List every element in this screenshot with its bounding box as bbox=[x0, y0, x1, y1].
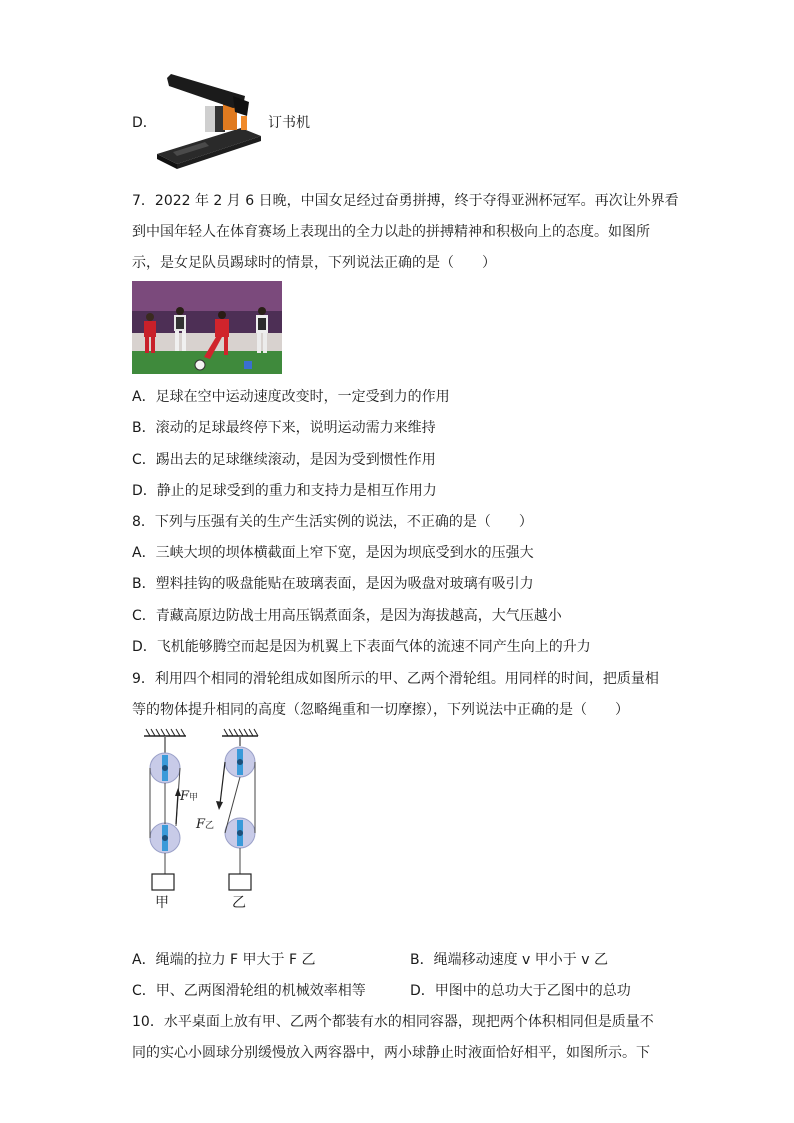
force-label-jia: F甲 bbox=[180, 789, 199, 804]
q9-option-d: D．甲图中的总功大于乙图中的总功 bbox=[410, 983, 631, 999]
q10-stem-line-1: 10．水平桌面上放有甲、乙两个都装有水的相同容器，现把两个体积相同但是质量不 bbox=[132, 1014, 654, 1030]
q7-option-d: D．静止的足球受到的重力和支持力是相互作用力 bbox=[132, 483, 437, 499]
q7-option-a: A．足球在空中运动速度改变时，一定受到力的作用 bbox=[132, 389, 450, 405]
label-yi: 乙 bbox=[232, 895, 246, 911]
q7-stem-line-2: 到中国年轻人在体育赛场上表现出的全力以赴的拼搏精神和积极向上的态度。如图所 bbox=[132, 224, 650, 240]
q9-stem-line-2: 等的物体提升相同的高度（忽略绳重和一切摩擦），下列说法中正确的是（ ） bbox=[132, 702, 629, 718]
q9-option-c: C．甲、乙两图滑轮组的机械效率相等 bbox=[132, 983, 366, 999]
q9-stem-line-1: 9．利用四个相同的滑轮组成如图所示的甲、乙两个滑轮组。用同样的时间，把质量相 bbox=[132, 671, 659, 687]
q7-option-c: C．踢出去的足球继续滚动，是因为受到惯性作用 bbox=[132, 452, 436, 468]
option-letter: D． bbox=[132, 115, 157, 131]
q8-option-d: D．飞机能够腾空而起是因为机翼上下表面气体的流速不同产生向上的升力 bbox=[132, 639, 591, 655]
q7-option-b: B．滚动的足球最终停下来，说明运动需力来维持 bbox=[132, 420, 436, 436]
option-label: 订书机 bbox=[268, 115, 310, 131]
q7-stem-line-3: 示，是女足队员踢球时的情景，下列说法正确的是（ ） bbox=[132, 255, 496, 271]
stapler-image bbox=[153, 72, 265, 172]
q8-option-c: C．青藏高原边防战士用高压锅煮面条，是因为海拔越高，大气压越小 bbox=[132, 608, 562, 624]
q8-option-b: B．塑料挂钩的吸盘能贴在玻璃表面，是因为吸盘对玻璃有吸引力 bbox=[132, 576, 534, 592]
q10-stem-line-2: 同的实心小圆球分别缓慢放入两容器中，两小球静止时液面恰好相平，如图所示。下 bbox=[132, 1045, 650, 1061]
q7-stem-line-1: 7．2022 年 2 月 6 日晚，中国女足经过奋勇拼搏，终于夺得亚洲杯冠军。再次让外界看 bbox=[132, 193, 679, 209]
q9-option-a: A．绳端的拉力 F 甲大于 F 乙 bbox=[132, 952, 316, 968]
label-jia: 甲 bbox=[155, 895, 169, 911]
force-label-yi: F乙 bbox=[196, 817, 215, 832]
q8-option-a: A．三峡大坝的坝体横截面上窄下宽，是因为坝底受到水的压强大 bbox=[132, 545, 534, 561]
q8-stem: 8．下列与压强有关的生产生活实例的说法，不正确的是（ ） bbox=[132, 514, 533, 530]
soccer-photo bbox=[132, 281, 282, 374]
q9-option-b: B．绳端移动速度 v 甲小于 v 乙 bbox=[410, 952, 608, 968]
